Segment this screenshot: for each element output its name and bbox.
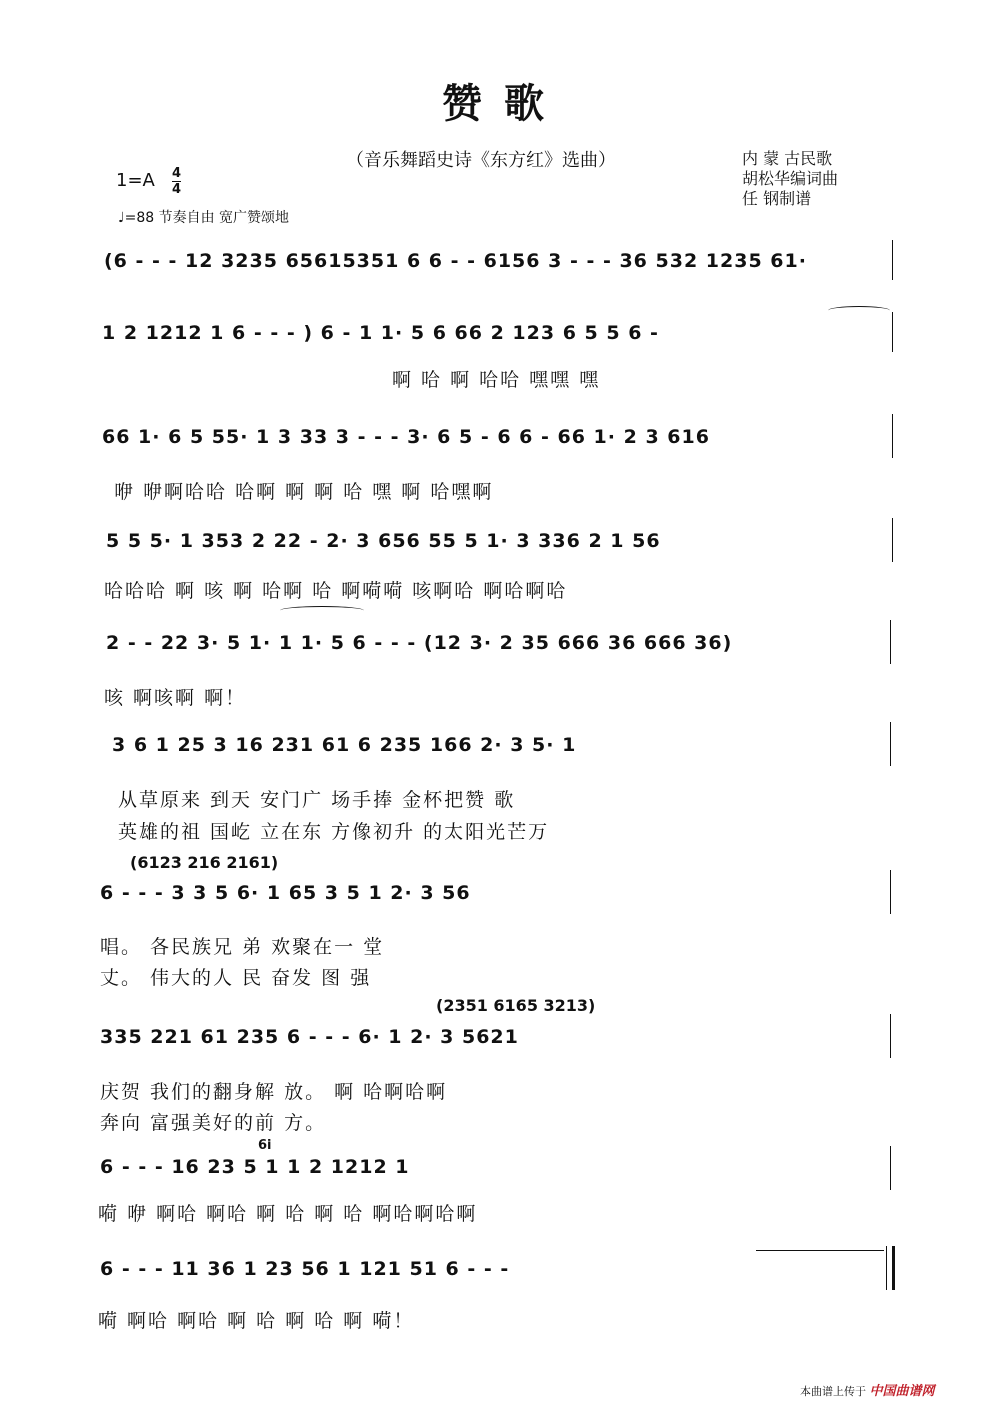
decrescendo-line xyxy=(756,1250,884,1259)
final-barline xyxy=(886,1246,887,1290)
footer xyxy=(800,1380,935,1399)
slur xyxy=(280,606,364,615)
fermata-slur xyxy=(828,306,890,315)
system-2-lyric-1: 啊 哈 啊 哈哈 嘿嘿 嘿 xyxy=(392,369,601,391)
barline xyxy=(890,1014,891,1058)
barline xyxy=(890,722,891,766)
system-8-lyric-1: 庆贺 我们的翻身解 放。 啊 哈啊哈啊 xyxy=(100,1081,448,1103)
system-9-grace-note: 6i xyxy=(258,1138,272,1153)
system-9-lyric-1: 嗬 咿 啊哈 啊哈 啊 哈 啊 哈 啊哈啊哈啊 xyxy=(98,1203,478,1225)
system-5-notes: 2 - - 22 3· 5 1· 1 1· 5 6 - - - (12 3· 2 35 666 36 666 36) xyxy=(106,632,733,654)
final-barline-thick xyxy=(892,1246,895,1290)
system-1-notes: (6 - - - 12 3235 65615351 6 6 - - 6156 3 - - - 36 532 1235 61· xyxy=(104,250,807,272)
system-7-lyric-1: 唱。 各民族兄 弟 欢聚在一 堂 xyxy=(100,936,385,958)
barline xyxy=(890,620,891,664)
system-6-notes: 3 6 1 25 3 16 231 61 6 235 166 2· 3 5· 1 xyxy=(112,734,577,756)
system-7-lyric-2: 丈。 伟大的人 民 奋发 图 强 xyxy=(100,967,372,989)
system-7-notes: 6 - - - 3 3 5 6· 1 65 3 5 1 2· 3 56 xyxy=(100,882,471,904)
system-8-interlude: (2351 6165 3213) xyxy=(436,996,596,1015)
system-3-lyric-1: 咿 咿啊哈哈 哈啊 啊 啊 哈 嘿 啊 哈嘿啊 xyxy=(114,481,494,503)
system-6-lyric-2: 英雄的祖 国屹 立在东 方像初升 的太阳光芒万 xyxy=(118,821,550,843)
barline xyxy=(892,312,893,352)
system-8-lyric-2: 奔向 富强美好的前 方。 xyxy=(100,1112,327,1134)
credit-transcriber: 任 钢制谱 xyxy=(742,189,812,208)
barline xyxy=(892,414,893,458)
barline xyxy=(890,1146,891,1190)
tempo-marking: ♩=88 节奏自由 宽广赞颂地 xyxy=(118,210,290,226)
key-signature: 1=A xyxy=(116,170,155,191)
system-10-notes: 6 - - - 11 36 1 23 56 1 121 51 6 - - - xyxy=(100,1258,510,1280)
system-4-notes: 5 5 5· 1 353 2 22 - 2· 3 656 55 5 1· 3 336 2 1 56 xyxy=(106,530,661,552)
barline xyxy=(892,518,893,562)
system-2-notes: 1 2 1212 1 6 - - - ) 6 - 1 1· 5 6 66 2 123 6 5 5 6 - xyxy=(102,322,659,344)
barline xyxy=(892,240,893,280)
song-subtitle: （音乐舞蹈史诗《东方红》选曲） xyxy=(346,150,616,171)
system-7-interlude: (6123 216 2161) xyxy=(130,853,279,872)
system-10-lyric-1: 嗬 啊哈 啊哈 啊 哈 啊 哈 啊 嗬！ xyxy=(98,1310,415,1332)
song-title: 赞 歌 xyxy=(442,80,548,127)
system-5-lyric-1: 咳 啊咳啊 啊！ xyxy=(104,687,247,709)
footer-brand-logo: 中国曲谱网 xyxy=(869,1384,935,1399)
footer-text: 本曲谱上传于 xyxy=(800,1385,866,1398)
credit-origin: 内 蒙 古民歌 xyxy=(742,149,833,168)
system-9-notes: 6 - - - 16 23 5 1 1 2 1212 1 xyxy=(100,1156,410,1178)
credit-arranger: 胡松华编词曲 xyxy=(742,169,839,188)
time-signature xyxy=(172,166,181,197)
time-signature-bottom: 4 xyxy=(172,182,182,197)
system-6-lyric-1: 从草原来 到天 安门广 场手捧 金杯把赞 歌 xyxy=(118,789,516,811)
system-8-notes: 335 221 61 235 6 - - - 6· 1 2· 3 5621 xyxy=(100,1026,519,1048)
barline xyxy=(890,870,891,914)
system-4-lyric-1: 哈哈哈 啊 咳 啊 哈啊 哈 啊嗬嗬 咳啊哈 啊哈啊哈 xyxy=(104,580,568,602)
system-3-notes: 66 1· 6 5 55· 1 3 33 3 - - - 3· 6 5 - 6 6 - 66 1· 2 3 616 xyxy=(102,426,710,448)
time-signature-top: 4 xyxy=(172,166,182,181)
